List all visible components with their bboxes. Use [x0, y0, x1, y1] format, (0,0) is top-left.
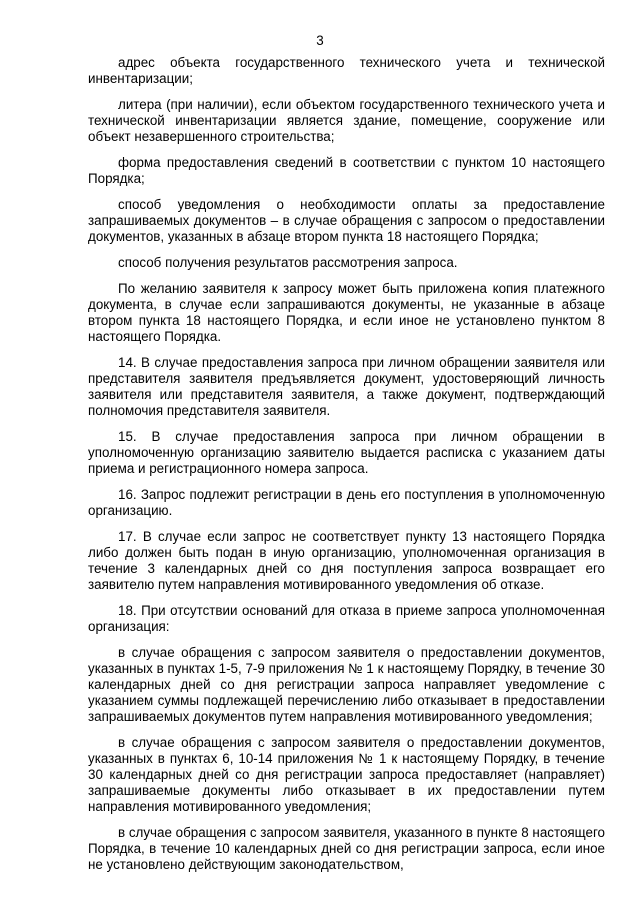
paragraph-item-18-case-1: в случае обращения с запросом заявителя о предоставлении документов, указанных в пунктах 1-5, 7-9 приложения № 1 к настоящему Порядку, в течение 30 календарных дней со дня регистрации запроса направляет уведомление с указанием суммы подлежащей перечислению либо отказывает в предоставлении запрашиваемых документов путем направления мотивированного уведомления; [88, 645, 605, 724]
paragraph-item-17: 17. В случае если запрос не соответствует пункту 13 настоящего Порядка либо должен быть подан в иную организацию, уполномоченная организация в течение 3 календарных дней со дня поступления запроса возвращает его заявителю путем направления мотивированного уведомления об отказе. [88, 529, 605, 592]
paragraph-item-18-case-2: в случае обращения с запросом заявителя о предоставлении документов, указанных в пунктах 6, 10-14 приложения № 1 к настоящему Порядку, в течение 30 календарных дней со дня регистрации запроса предоставляет (направляет) запрашиваемые документы либо отказывает в их предоставлении путем направления мотивированного уведомления; [88, 735, 605, 814]
paragraph-payment-copy: По желанию заявителя к запросу может быть приложена копия платежного документа, в случае если запрашиваются документы, не указанные в абзаце втором пункта 18 настоящего Порядка, и если иное не установлено пунктом 8 настоящего Порядка. [88, 281, 605, 344]
paragraph-item-18: 18. При отсутствии оснований для отказа в приеме запроса уполномоченная организация: [88, 603, 605, 634]
paragraph-item-15: 15. В случае предоставления запроса при личном обращении в уполномоченную организацию заявителю выдается расписка с указанием даты приема и регистрационного номера запроса. [88, 429, 605, 476]
paragraph-litera: литера (при наличии), если объектом государственного технического учета и технической инвентаризации является здание, помещение, сооружение или объект незавершенного строительства; [88, 97, 605, 144]
paragraph-item-18-case-3: в случае обращения с запросом заявителя, указанного в пункте 8 настоящего Порядка, в течение 10 календарных дней со дня регистрации запроса, если иное не установлено действующим законодательством, [88, 825, 605, 872]
paragraph-form: форма предоставления сведений в соответствии с пунктом 10 настоящего Порядка; [88, 155, 605, 186]
paragraph-item-16: 16. Запрос подлежит регистрации в день его поступления в уполномоченную организацию. [88, 487, 605, 518]
paragraph-notification-method: способ уведомления о необходимости оплаты за предоставление запрашиваемых документов – в случае обращения с запросом о предоставлении документов, указанных в абзаце втором пункта 18 настоящего Порядка; [88, 197, 605, 244]
paragraph-result-method: способ получения результатов рассмотрения запроса. [118, 255, 458, 270]
paragraph-item-14: 14. В случае предоставления запроса при личном обращении заявителя или представителя заявителя предъявляется документ, удостоверяющий личность заявителя или представителя заявителя, а также документ, подтверждающий полномочия представителя заявителя. [88, 355, 605, 418]
paragraph-address: адрес объекта государственного технического учета и технической инвентаризации; [88, 55, 605, 86]
page-number: 3 [316, 33, 324, 48]
document-body [88, 55, 605, 883]
